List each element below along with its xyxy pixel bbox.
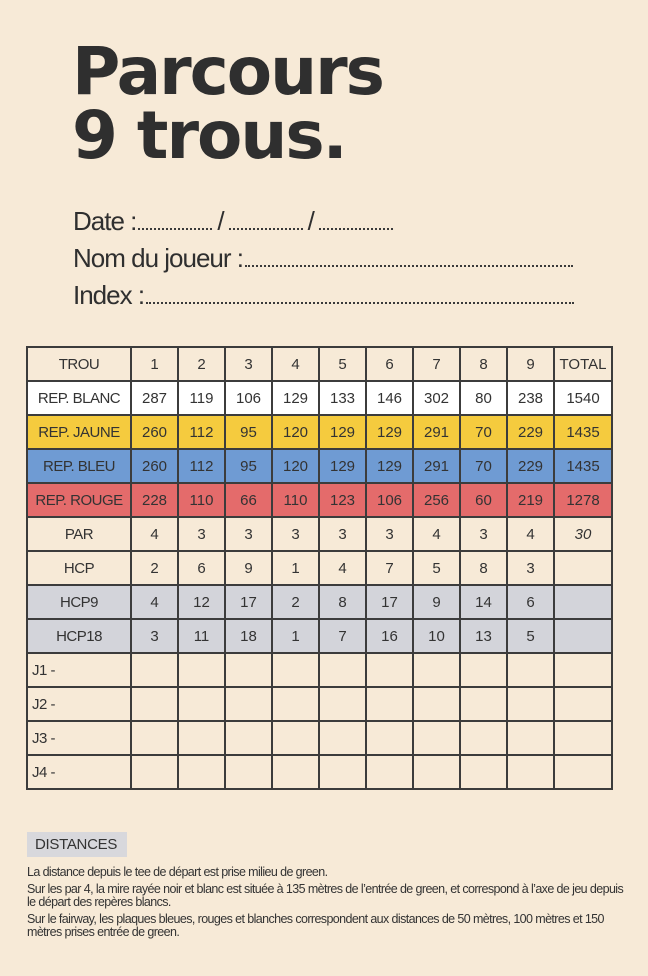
hole-cell: 229 (507, 415, 554, 449)
hole-cell: 2 (272, 585, 319, 619)
date-label: Date : (73, 206, 137, 236)
hole-cell: 133 (319, 381, 366, 415)
hole-cell: 1 (272, 619, 319, 653)
total-cell: 1540 (554, 381, 612, 415)
hole-cell: 17 (366, 585, 413, 619)
player-score-cell[interactable] (272, 653, 319, 687)
header-hole: 2 (178, 347, 225, 381)
player-score-cell[interactable] (178, 755, 225, 789)
hole-cell: 13 (460, 619, 507, 653)
row-hcp9 (27, 585, 612, 619)
hole-cell: 80 (460, 381, 507, 415)
hole-cell: 3 (507, 551, 554, 585)
distances-tag: DISTANCES (27, 832, 127, 857)
player-label: J4 - (27, 755, 131, 789)
date-separator-1: / (217, 206, 224, 236)
hole-cell: 120 (272, 449, 319, 483)
header-hole: 1 (131, 347, 178, 381)
total-cell: 1435 (554, 449, 612, 483)
hole-cell: 66 (225, 483, 272, 517)
date-day-blank[interactable] (138, 224, 212, 230)
title-line-1: Parcours (72, 33, 383, 110)
player-score-cell[interactable] (178, 653, 225, 687)
player-score-cell[interactable] (319, 653, 366, 687)
player-score-cell[interactable] (319, 721, 366, 755)
row-label: PAR (27, 517, 131, 551)
row-hcp (27, 551, 612, 585)
hole-cell: 70 (460, 449, 507, 483)
header-trou: TROU (27, 347, 131, 381)
hole-cell: 70 (460, 415, 507, 449)
hole-cell: 119 (178, 381, 225, 415)
hole-cell: 95 (225, 449, 272, 483)
player-row-4 (27, 755, 612, 789)
header-hole: 9 (507, 347, 554, 381)
player-score-cell[interactable] (413, 653, 460, 687)
hole-cell: 6 (507, 585, 554, 619)
hole-cell: 3 (131, 619, 178, 653)
hole-cell: 12 (178, 585, 225, 619)
player-total-cell[interactable] (554, 721, 612, 755)
hole-cell: 8 (319, 585, 366, 619)
hole-cell: 106 (225, 381, 272, 415)
player-score-cell[interactable] (319, 755, 366, 789)
player-row-1 (27, 653, 612, 687)
hole-cell: 9 (225, 551, 272, 585)
total-cell: 30 (554, 517, 612, 551)
date-year-blank[interactable] (319, 224, 393, 230)
player-score-cell[interactable] (225, 687, 272, 721)
header-total: TOTAL (554, 347, 612, 381)
player-total-cell[interactable] (554, 687, 612, 721)
hole-cell: 219 (507, 483, 554, 517)
header-hole: 4 (272, 347, 319, 381)
row-rep-rouge (27, 483, 612, 517)
scorecard-table (26, 346, 613, 790)
player-score-cell[interactable] (225, 755, 272, 789)
hole-cell: 8 (460, 551, 507, 585)
hole-cell: 5 (507, 619, 554, 653)
row-label: REP. JAUNE (27, 415, 131, 449)
hole-cell: 238 (507, 381, 554, 415)
total-cell (554, 585, 612, 619)
hole-cell: 60 (460, 483, 507, 517)
hole-cell: 3 (225, 517, 272, 551)
player-score-cell[interactable] (272, 721, 319, 755)
player-score-cell[interactable] (272, 755, 319, 789)
row-hcp18 (27, 619, 612, 653)
hole-cell: 16 (366, 619, 413, 653)
distance-note-1: La distance depuis le tee de départ est prise milieu de green. (27, 865, 328, 879)
hole-cell: 7 (319, 619, 366, 653)
hole-cell: 5 (413, 551, 460, 585)
hole-cell: 14 (460, 585, 507, 619)
player-row-3 (27, 721, 612, 755)
hole-cell: 9 (413, 585, 460, 619)
hole-cell: 4 (131, 517, 178, 551)
hole-cell: 3 (460, 517, 507, 551)
hole-cell: 123 (319, 483, 366, 517)
hole-cell: 106 (366, 483, 413, 517)
hole-cell: 129 (366, 415, 413, 449)
player-score-cell[interactable] (413, 755, 460, 789)
hole-cell: 3 (178, 517, 225, 551)
hole-cell: 229 (507, 449, 554, 483)
distance-note-2: Sur les par 4, la mire rayée noir et blanc est située à 135 mètres de l’entrée de green, et correspond à l’axe de jeu depuis le départ des repères blancs. (27, 882, 624, 909)
player-label: J1 - (27, 653, 131, 687)
player-name-label: Nom du joueur : (73, 243, 243, 273)
player-label: J2 - (27, 687, 131, 721)
total-cell: 1278 (554, 483, 612, 517)
hole-cell: 3 (272, 517, 319, 551)
page-title (72, 33, 383, 174)
hole-cell: 260 (131, 449, 178, 483)
hole-cell: 18 (225, 619, 272, 653)
date-field[interactable] (73, 206, 576, 243)
hole-cell: 228 (131, 483, 178, 517)
player-score-cell[interactable] (507, 653, 554, 687)
player-score-cell[interactable] (413, 687, 460, 721)
row-rep-jaune (27, 415, 612, 449)
distance-note-3: Sur le fairway, les plaques bleues, rouges et blanches correspondent aux distances de 50 mètres, 100 mètres et 150 mètres prises entrée de green. (27, 912, 604, 939)
row-par (27, 517, 612, 551)
hole-cell: 4 (413, 517, 460, 551)
hole-cell: 2 (131, 551, 178, 585)
hole-cell: 10 (413, 619, 460, 653)
player-score-cell[interactable] (366, 687, 413, 721)
player-score-cell[interactable] (460, 687, 507, 721)
index-field[interactable] (73, 280, 576, 317)
hole-cell: 146 (366, 381, 413, 415)
hole-cell: 291 (413, 449, 460, 483)
player-score-cell[interactable] (413, 721, 460, 755)
player-score-cell[interactable] (460, 721, 507, 755)
player-total-cell[interactable] (554, 755, 612, 789)
hole-cell: 4 (319, 551, 366, 585)
hole-cell: 6 (178, 551, 225, 585)
player-label: J3 - (27, 721, 131, 755)
player-score-cell[interactable] (366, 653, 413, 687)
hole-cell: 4 (507, 517, 554, 551)
player-score-cell[interactable] (225, 721, 272, 755)
player-score-cell[interactable] (178, 687, 225, 721)
player-score-cell[interactable] (131, 721, 178, 755)
player-name-blank[interactable] (245, 261, 573, 267)
header-hole: 5 (319, 347, 366, 381)
row-rep-blanc (27, 381, 612, 415)
player-score-cell[interactable] (507, 687, 554, 721)
hole-cell: 120 (272, 415, 319, 449)
row-label: REP. BLEU (27, 449, 131, 483)
hole-cell: 260 (131, 415, 178, 449)
row-label: REP. ROUGE (27, 483, 131, 517)
index-blank[interactable] (146, 298, 574, 304)
player-score-cell[interactable] (131, 755, 178, 789)
player-total-cell[interactable] (554, 653, 612, 687)
player-score-cell[interactable] (131, 653, 178, 687)
hole-cell: 110 (272, 483, 319, 517)
hole-cell: 302 (413, 381, 460, 415)
title-line-2: 9 trous. (72, 97, 346, 174)
total-cell: 1435 (554, 415, 612, 449)
header-hole: 7 (413, 347, 460, 381)
player-score-cell[interactable] (272, 687, 319, 721)
header-hole: 6 (366, 347, 413, 381)
total-cell (554, 551, 612, 585)
player-score-cell[interactable] (460, 755, 507, 789)
row-label: HCP (27, 551, 131, 585)
player-score-cell[interactable] (319, 687, 366, 721)
header-hole: 8 (460, 347, 507, 381)
hole-cell: 11 (178, 619, 225, 653)
hole-cell: 112 (178, 415, 225, 449)
hole-cell: 129 (319, 415, 366, 449)
hole-cell: 3 (366, 517, 413, 551)
hole-cell: 129 (319, 449, 366, 483)
hole-cell: 129 (366, 449, 413, 483)
hole-cell: 1 (272, 551, 319, 585)
player-score-cell[interactable] (225, 653, 272, 687)
player-info-fields (73, 206, 576, 317)
hole-cell: 95 (225, 415, 272, 449)
player-row-2 (27, 687, 612, 721)
player-score-cell[interactable] (507, 755, 554, 789)
header-hole: 3 (225, 347, 272, 381)
header-row (27, 347, 612, 381)
hole-cell: 4 (131, 585, 178, 619)
date-separator-2: / (307, 206, 314, 236)
player-score-cell[interactable] (507, 721, 554, 755)
total-cell (554, 619, 612, 653)
hole-cell: 17 (225, 585, 272, 619)
player-score-cell[interactable] (366, 721, 413, 755)
distances-notes (27, 866, 627, 943)
player-score-cell[interactable] (366, 755, 413, 789)
hole-cell: 256 (413, 483, 460, 517)
hole-cell: 7 (366, 551, 413, 585)
hole-cell: 112 (178, 449, 225, 483)
index-label: Index : (73, 280, 145, 310)
player-name-field[interactable] (73, 243, 576, 280)
player-score-cell[interactable] (178, 721, 225, 755)
row-label: HCP9 (27, 585, 131, 619)
hole-cell: 110 (178, 483, 225, 517)
player-score-cell[interactable] (460, 653, 507, 687)
row-rep-bleu (27, 449, 612, 483)
hole-cell: 287 (131, 381, 178, 415)
hole-cell: 291 (413, 415, 460, 449)
hole-cell: 3 (319, 517, 366, 551)
row-label: HCP18 (27, 619, 131, 653)
player-score-cell[interactable] (131, 687, 178, 721)
row-label: REP. BLANC (27, 381, 131, 415)
hole-cell: 129 (272, 381, 319, 415)
date-month-blank[interactable] (229, 224, 303, 230)
